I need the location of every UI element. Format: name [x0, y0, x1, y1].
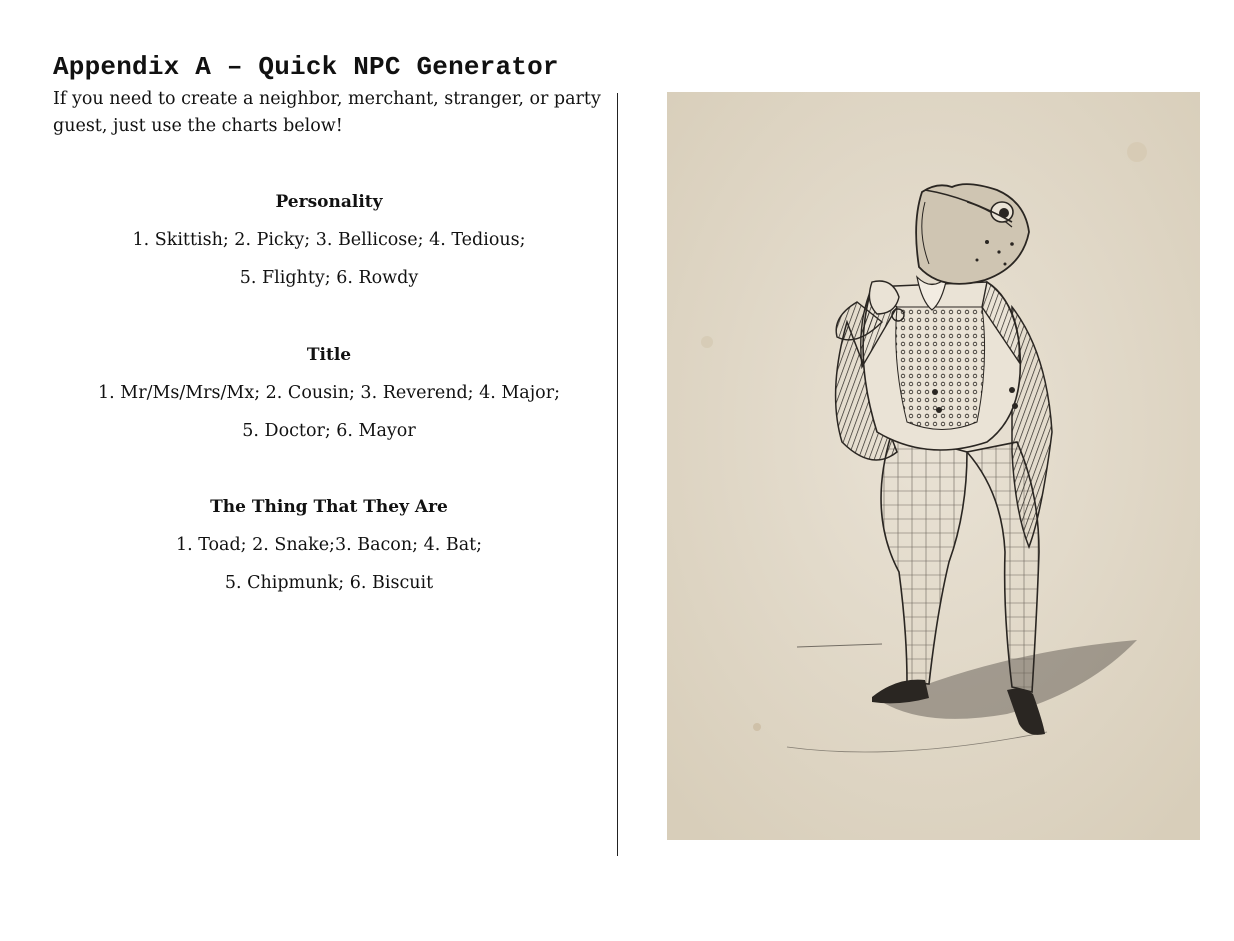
chart-heading: Title — [306, 345, 352, 365]
column-divider — [617, 93, 618, 856]
toad-gentleman-illustration — [667, 92, 1200, 840]
intro-paragraph: If you need to create a neighbor, merchant, stranger, or party guest, just use the charts below! — [53, 89, 601, 136]
chart-line: 5. Chipmunk; 6. Biscuit — [224, 573, 434, 593]
chart-heading: Personality — [275, 192, 383, 212]
chart-the-thing-that-they-are — [53, 495, 605, 595]
chart-line: 5. Doctor; 6. Mayor — [242, 421, 416, 441]
left-column — [53, 50, 605, 593]
chart-line: 1. Skittish; 2. Picky; 3. Bellicose; 4. Tedious; — [132, 230, 526, 250]
chart-personality — [53, 190, 605, 290]
chart-line: 1. Toad; 2. Snake;3. Bacon; 4. Bat; — [175, 535, 483, 555]
chart-line: 1. Mr/Ms/Mrs/Mx; 2. Cousin; 3. Reverend; 4. Major; — [98, 383, 560, 403]
chart-heading: The Thing That They Are — [210, 497, 448, 517]
chart-line: 5. Flighty; 6. Rowdy — [239, 268, 419, 288]
page-title: Appendix A – Quick NPC Generator — [53, 52, 559, 82]
chart-title — [53, 343, 605, 443]
